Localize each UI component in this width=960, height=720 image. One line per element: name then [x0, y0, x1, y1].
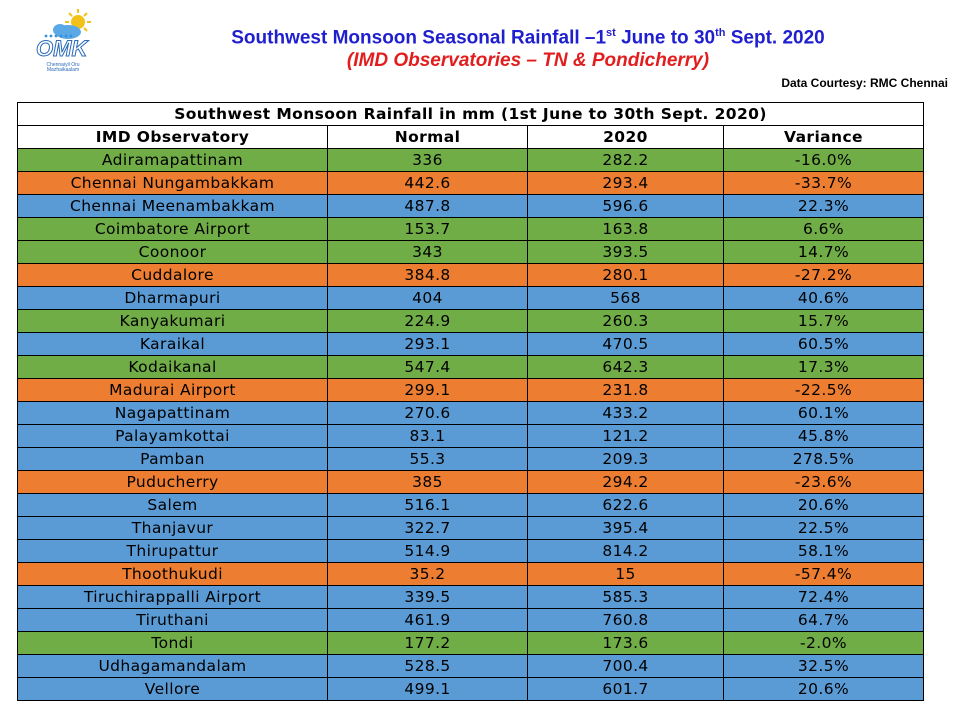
station-cell: Tiruchirappalli Airport: [18, 586, 328, 609]
table-row: [18, 678, 924, 701]
column-header-observatory: IMD Observatory: [18, 126, 328, 149]
table-row: [18, 264, 924, 287]
variance-cell: -27.2%: [724, 264, 924, 287]
omk-logo: [6, 6, 98, 88]
logo-graphic: [6, 6, 98, 88]
table-row: [18, 402, 924, 425]
normal-cell: 343: [328, 241, 528, 264]
rainfall-2020-cell: 433.2: [528, 402, 724, 425]
normal-cell: 499.1: [328, 678, 528, 701]
variance-cell: 58.1%: [724, 540, 924, 563]
station-cell: Dharmapuri: [18, 287, 328, 310]
normal-cell: 270.6: [328, 402, 528, 425]
variance-cell: 14.7%: [724, 241, 924, 264]
table-row: [18, 540, 924, 563]
rainfall-2020-cell: 15: [528, 563, 724, 586]
normal-cell: 339.5: [328, 586, 528, 609]
table-row: [18, 333, 924, 356]
table-row: [18, 471, 924, 494]
station-cell: Thanjavur: [18, 517, 328, 540]
station-cell: Pamban: [18, 448, 328, 471]
rainfall-2020-cell: 814.2: [528, 540, 724, 563]
table-row: [18, 310, 924, 333]
normal-cell: 385: [328, 471, 528, 494]
table-row: [18, 356, 924, 379]
station-cell: Chennai Nungambakkam: [18, 172, 328, 195]
variance-cell: 64.7%: [724, 609, 924, 632]
rainfall-2020-cell: 163.8: [528, 218, 724, 241]
logo-tagline: Chennaiyil Oru Mazhaikaalam: [46, 62, 80, 73]
variance-cell: 40.6%: [724, 287, 924, 310]
normal-cell: 153.7: [328, 218, 528, 241]
table-row: [18, 586, 924, 609]
station-cell: Puducherry: [18, 471, 328, 494]
table-row: [18, 149, 924, 172]
column-header-2020: 2020: [528, 126, 724, 149]
table-row: [18, 241, 924, 264]
svg-text:OMK: OMK: [36, 36, 88, 61]
rainfall-2020-cell: 282.2: [528, 149, 724, 172]
rainfall-2020-cell: 568: [528, 287, 724, 310]
table-row: [18, 448, 924, 471]
variance-cell: 22.5%: [724, 517, 924, 540]
normal-cell: 35.2: [328, 563, 528, 586]
normal-cell: 461.9: [328, 609, 528, 632]
table-row: [18, 379, 924, 402]
station-cell: Kodaikanal: [18, 356, 328, 379]
normal-cell: 487.8: [328, 195, 528, 218]
rainfall-2020-cell: 470.5: [528, 333, 724, 356]
variance-cell: 278.5%: [724, 448, 924, 471]
variance-cell: 20.6%: [724, 494, 924, 517]
rainfall-2020-cell: 173.6: [528, 632, 724, 655]
rainfall-2020-cell: 294.2: [528, 471, 724, 494]
variance-cell: -57.4%: [724, 563, 924, 586]
normal-cell: 322.7: [328, 517, 528, 540]
station-cell: Tiruthani: [18, 609, 328, 632]
table-row: [18, 172, 924, 195]
table-row: [18, 563, 924, 586]
normal-cell: 83.1: [328, 425, 528, 448]
station-cell: Chennai Meenambakkam: [18, 195, 328, 218]
normal-cell: 514.9: [328, 540, 528, 563]
table-caption: Southwest Monsoon Rainfall in mm (1st June to 30th Sept. 2020): [18, 103, 924, 126]
station-cell: Vellore: [18, 678, 328, 701]
rainfall-2020-cell: 700.4: [528, 655, 724, 678]
station-cell: Salem: [18, 494, 328, 517]
station-cell: Cuddalore: [18, 264, 328, 287]
table-row: [18, 287, 924, 310]
rainfall-2020-cell: 395.4: [528, 517, 724, 540]
rainfall-2020-cell: 642.3: [528, 356, 724, 379]
rainfall-2020-cell: 293.4: [528, 172, 724, 195]
station-cell: Palayamkottai: [18, 425, 328, 448]
normal-cell: 293.1: [328, 333, 528, 356]
variance-cell: -33.7%: [724, 172, 924, 195]
rainfall-2020-cell: 622.6: [528, 494, 724, 517]
table-row: [18, 632, 924, 655]
variance-cell: 15.7%: [724, 310, 924, 333]
station-cell: Udhagamandalam: [18, 655, 328, 678]
variance-cell: 22.3%: [724, 195, 924, 218]
rainfall-2020-cell: 393.5: [528, 241, 724, 264]
normal-cell: 528.5: [328, 655, 528, 678]
rainfall-2020-cell: 280.1: [528, 264, 724, 287]
rainfall-2020-cell: 260.3: [528, 310, 724, 333]
table-row: [18, 425, 924, 448]
variance-cell: 6.6%: [724, 218, 924, 241]
table-row: [18, 494, 924, 517]
rainfall-2020-cell: 585.3: [528, 586, 724, 609]
rainfall-2020-cell: 601.7: [528, 678, 724, 701]
normal-cell: 224.9: [328, 310, 528, 333]
variance-cell: 45.8%: [724, 425, 924, 448]
rainfall-2020-cell: 760.8: [528, 609, 724, 632]
station-cell: Coonoor: [18, 241, 328, 264]
table-row: [18, 517, 924, 540]
column-header-variance: Variance: [724, 126, 924, 149]
variance-cell: 72.4%: [724, 586, 924, 609]
normal-cell: 442.6: [328, 172, 528, 195]
station-cell: Madurai Airport: [18, 379, 328, 402]
normal-cell: 404: [328, 287, 528, 310]
table-row: [18, 655, 924, 678]
normal-cell: 384.8: [328, 264, 528, 287]
variance-cell: 32.5%: [724, 655, 924, 678]
rainfall-2020-cell: 121.2: [528, 425, 724, 448]
variance-cell: -22.5%: [724, 379, 924, 402]
variance-cell: -2.0%: [724, 632, 924, 655]
rainfall-2020-cell: 209.3: [528, 448, 724, 471]
normal-cell: 336: [328, 149, 528, 172]
variance-cell: 17.3%: [724, 356, 924, 379]
table-row: [18, 609, 924, 632]
variance-cell: 60.1%: [724, 402, 924, 425]
table-row: [18, 195, 924, 218]
rainfall-2020-cell: 231.8: [528, 379, 724, 402]
station-cell: Tondi: [18, 632, 328, 655]
station-cell: Karaikal: [18, 333, 328, 356]
station-cell: Thirupattur: [18, 540, 328, 563]
normal-cell: 177.2: [328, 632, 528, 655]
station-cell: Coimbatore Airport: [18, 218, 328, 241]
variance-cell: 60.5%: [724, 333, 924, 356]
rainfall-table: [17, 102, 924, 701]
table-header-row: [18, 126, 924, 149]
rainfall-2020-cell: 596.6: [528, 195, 724, 218]
page-title: Southwest Monsoon Seasonal Rainfall –1st June to 30th Sept. 2020: [231, 27, 825, 49]
station-cell: Thoothukudi: [18, 563, 328, 586]
normal-cell: 55.3: [328, 448, 528, 471]
normal-cell: 547.4: [328, 356, 528, 379]
table-row: [18, 218, 924, 241]
variance-cell: -16.0%: [724, 149, 924, 172]
table-body: [18, 149, 924, 701]
variance-cell: -23.6%: [724, 471, 924, 494]
data-courtesy: Data Courtesy: RMC Chennai: [781, 76, 948, 90]
station-cell: Adiramapattinam: [18, 149, 328, 172]
station-cell: Nagapattinam: [18, 402, 328, 425]
variance-cell: 20.6%: [724, 678, 924, 701]
page-subtitle: (IMD Observatories – TN & Pondicherry): [346, 50, 710, 71]
station-cell: Kanyakumari: [18, 310, 328, 333]
normal-cell: 516.1: [328, 494, 528, 517]
column-header-normal: Normal: [328, 126, 528, 149]
normal-cell: 299.1: [328, 379, 528, 402]
